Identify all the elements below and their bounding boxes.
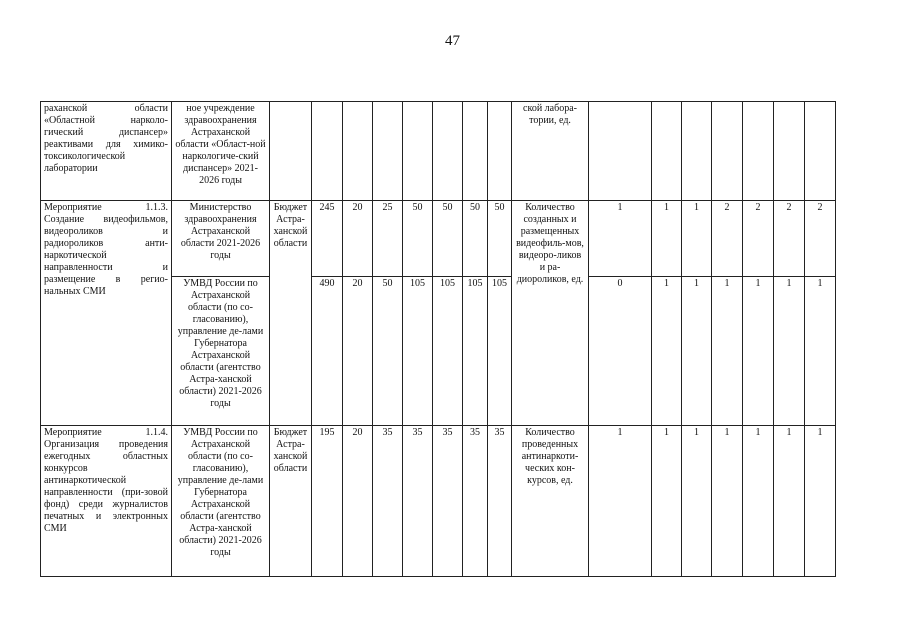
program-measures-table <box>40 101 836 577</box>
target-year-value: 1 <box>712 426 743 577</box>
target-year-value: 1 <box>743 426 774 577</box>
funding-source-text: Бюджет Астра-ханской области <box>273 427 308 474</box>
finance-total: 195 <box>312 426 343 577</box>
target-year-value: 2 <box>743 201 774 277</box>
finance-year-value: 20 <box>343 426 373 577</box>
indicator-cell <box>512 201 589 426</box>
target-year-value: 1 <box>652 277 682 426</box>
target-cell <box>743 102 774 201</box>
finance-cell <box>373 102 403 201</box>
target-year-value: 1 <box>805 277 836 426</box>
target-year-value: 1 <box>805 426 836 577</box>
executor-cell <box>172 277 270 426</box>
finance-year-value: 50 <box>403 201 433 277</box>
finance-year-value: 25 <box>373 201 403 277</box>
finance-year-value: 50 <box>463 201 488 277</box>
finance-cell <box>433 102 463 201</box>
measure-name-cell <box>41 102 172 201</box>
executor-cell <box>172 426 270 577</box>
finance-year-value: 35 <box>433 426 463 577</box>
target-base-value: 0 <box>589 277 652 426</box>
target-year-value: 1 <box>743 277 774 426</box>
table-row <box>41 426 836 577</box>
measure-name-cell <box>41 426 172 577</box>
executor-cell <box>172 102 270 201</box>
target-year-value: 2 <box>774 201 805 277</box>
finance-cell <box>463 102 488 201</box>
indicator-text: Количество проведенных антинаркоти-ческих кон-курсов, ед. <box>521 427 579 486</box>
finance-year-value: 50 <box>373 277 403 426</box>
executor-text: ное учреждение здравоохранения Астраханской области «Област-ной наркологиче-ский диспансер» 2021-2026 годы <box>175 103 266 186</box>
finance-year-value: 50 <box>488 201 512 277</box>
indicator-cell <box>512 426 589 577</box>
funding-source-text: Бюджет Астра-ханской области <box>273 202 308 249</box>
executor-text: Министерство здравоохранения Астраханской области 2021-2026 годы <box>180 202 261 261</box>
indicator-cell <box>512 102 589 201</box>
finance-year-value: 105 <box>488 277 512 426</box>
target-year-value: 1 <box>774 426 805 577</box>
measure-name-cell <box>41 201 172 426</box>
target-base-value: 1 <box>589 201 652 277</box>
target-year-value: 2 <box>805 201 836 277</box>
finance-year-value: 50 <box>433 201 463 277</box>
finance-year-value: 35 <box>403 426 433 577</box>
indicator-text: Количество созданных и размещенных видеофиль-мов, видеоро-ликов и ра-диороликов, ед. <box>516 202 584 285</box>
finance-cell <box>343 102 373 201</box>
target-cell <box>589 102 652 201</box>
target-year-value: 1 <box>682 277 712 426</box>
indicator-text: ской лабора-тории, ед. <box>523 103 577 126</box>
measure-name: Мероприятие 1.1.4. Организация проведения ежегодных областных конкурсов антинаркотической направленности (при-зовой фонд) среди журналистов печатных и электронных СМИ <box>44 427 168 534</box>
finance-year-value: 20 <box>343 277 373 426</box>
target-cell <box>805 102 836 201</box>
target-base-value: 1 <box>589 426 652 577</box>
finance-year-value: 105 <box>463 277 488 426</box>
funding-source-cell <box>270 102 312 201</box>
funding-source-cell <box>270 201 312 426</box>
target-year-value: 1 <box>774 277 805 426</box>
finance-year-value: 35 <box>463 426 488 577</box>
measure-name: Мероприятие 1.1.3. Создание видеофильмов, видеороликов и радиороликов анти-наркотической направленности и размещение в регио-нальных СМИ <box>44 202 168 297</box>
finance-cell <box>488 102 512 201</box>
finance-year-value: 105 <box>433 277 463 426</box>
measure-name: раханской области «Областной нарколо-гический диспансер» реактивами для химико-токсикологической лаборатории <box>44 103 168 174</box>
target-year-value: 2 <box>712 201 743 277</box>
table-row <box>41 102 836 201</box>
finance-total: 490 <box>312 277 343 426</box>
target-year-value: 1 <box>682 201 712 277</box>
target-cell <box>682 102 712 201</box>
finance-cell <box>312 102 343 201</box>
table-row <box>41 201 836 277</box>
target-cell <box>712 102 743 201</box>
finance-year-value: 35 <box>373 426 403 577</box>
target-cell <box>774 102 805 201</box>
target-year-value: 1 <box>652 201 682 277</box>
finance-year-value: 20 <box>343 201 373 277</box>
finance-total: 245 <box>312 201 343 277</box>
target-year-value: 1 <box>712 277 743 426</box>
finance-year-value: 35 <box>488 426 512 577</box>
target-cell <box>652 102 682 201</box>
executor-text: УМВД России по Астраханской области (по со-гласованию), управление де-лами Губернатора Астраханской области (агентство Астра-ханской области) 2021-2026 годы <box>177 427 264 558</box>
target-year-value: 1 <box>682 426 712 577</box>
page-number: 47 <box>445 33 460 49</box>
finance-year-value: 105 <box>403 277 433 426</box>
target-year-value: 1 <box>652 426 682 577</box>
executor-text: УМВД России по Астраханской области (по со-гласованию), управление де-лами Губернатора Астраханской области (агентство Астра-ханской области) 2021-2026 годы <box>177 278 264 409</box>
finance-cell <box>403 102 433 201</box>
executor-cell <box>172 201 270 277</box>
funding-source-cell <box>270 426 312 577</box>
